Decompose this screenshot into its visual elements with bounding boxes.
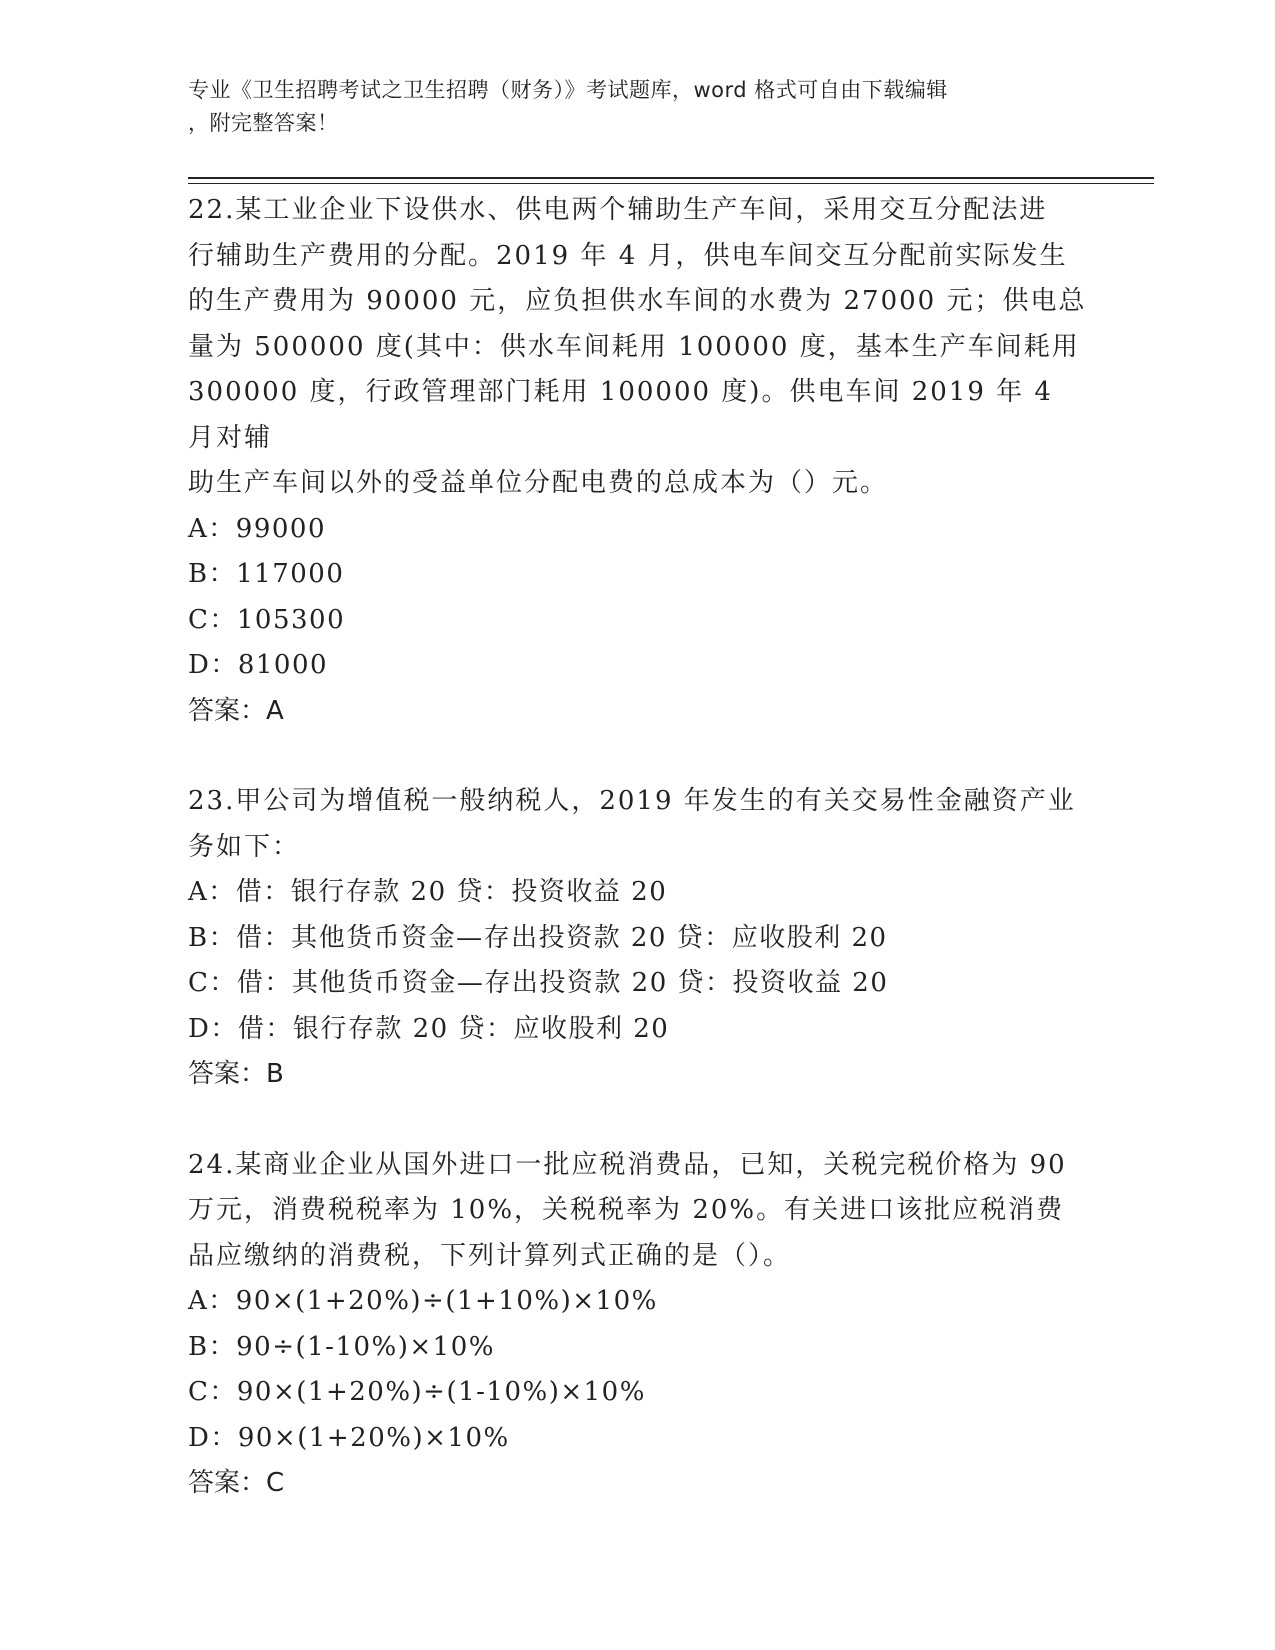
question-22 xyxy=(188,188,1088,734)
question-stem-line: 万元，消费税税率为 10%，关税税率为 20%。有关进口该批应税消费 xyxy=(188,1195,1065,1225)
question-stem-line: 24.某商业企业从国外进口一批应税消费品，已知，关税完税价格为 90 xyxy=(188,1149,1067,1180)
question-24 xyxy=(188,1143,1088,1507)
option-a: A：99000 xyxy=(188,513,326,544)
answer-line: 答案：B xyxy=(188,1059,284,1089)
header-line-1: 专业《卫生招聘考试之卫生招聘（财务）》考试题库，word 格式可自由下载编辑 xyxy=(188,78,948,102)
question-stem-line: 22.某工业企业下设供水、供电两个辅助生产车间，采用交互分配法进 xyxy=(188,195,1048,225)
question-stem-line: 量为 500000 度(其中：供水车间耗用 100000 度，基本生产车间耗用 xyxy=(188,331,1080,362)
option-c: C：借：其他货币资金—存出投资款 20 贷：投资收益 20 xyxy=(188,968,889,998)
option-a: A：借：银行存款 20 贷：投资收益 20 xyxy=(188,877,668,907)
question-spacer xyxy=(188,1098,1088,1143)
option-d: D：81000 xyxy=(188,650,329,680)
option-a: A：90×(1+20%)÷(1+10%)×10% xyxy=(188,1286,658,1316)
option-c: C：105300 xyxy=(188,604,346,635)
header-line-2: ，附完整答案！ xyxy=(188,111,339,135)
question-stem-line: 品应缴纳的消费税，下列计算列式正确的是（）。 xyxy=(188,1240,792,1271)
question-list xyxy=(188,188,1088,1507)
question-stem-line: 行辅助生产费用的分配。2019 年 4 月，供电车间交互分配前实际发生 xyxy=(188,240,1068,271)
answer-line: 答案：A xyxy=(188,695,284,726)
option-b: B：90÷(1-10%)×10% xyxy=(188,1331,495,1362)
question-stem-line: 300000 度，行政管理部门耗用 100000 度)。供电车间 2019 年 4 月对辅 xyxy=(188,377,1064,453)
question-stem-line: 的生产费用为 90000 元，应负担供水车间的水费为 27000 元；供电总 xyxy=(188,286,1087,316)
option-c: C：90×(1+20%)÷(1-10%)×10% xyxy=(188,1377,646,1407)
question-stem-line: 23.甲公司为增值税一般纳税人，2019 年发生的有关交易性金融资产业 xyxy=(188,786,1076,816)
document-header xyxy=(188,74,1088,140)
option-b: B：借：其他货币资金—存出投资款 20 贷：应收股利 20 xyxy=(188,922,888,953)
question-23 xyxy=(188,779,1088,1098)
answer-line: 答案：C xyxy=(188,1468,285,1498)
option-d: D：借：银行存款 20 贷：应收股利 20 xyxy=(188,1013,670,1044)
header-divider-thin xyxy=(188,183,1154,184)
option-d: D：90×(1+20%)×10% xyxy=(188,1422,510,1453)
question-spacer xyxy=(188,734,1088,779)
option-b: B：117000 xyxy=(188,559,345,589)
header-divider-thick xyxy=(188,177,1154,179)
question-stem-line: 助生产车间以外的受益单位分配电费的总成本为（）元。 xyxy=(188,468,889,498)
question-stem-line: 务如下： xyxy=(188,831,301,862)
